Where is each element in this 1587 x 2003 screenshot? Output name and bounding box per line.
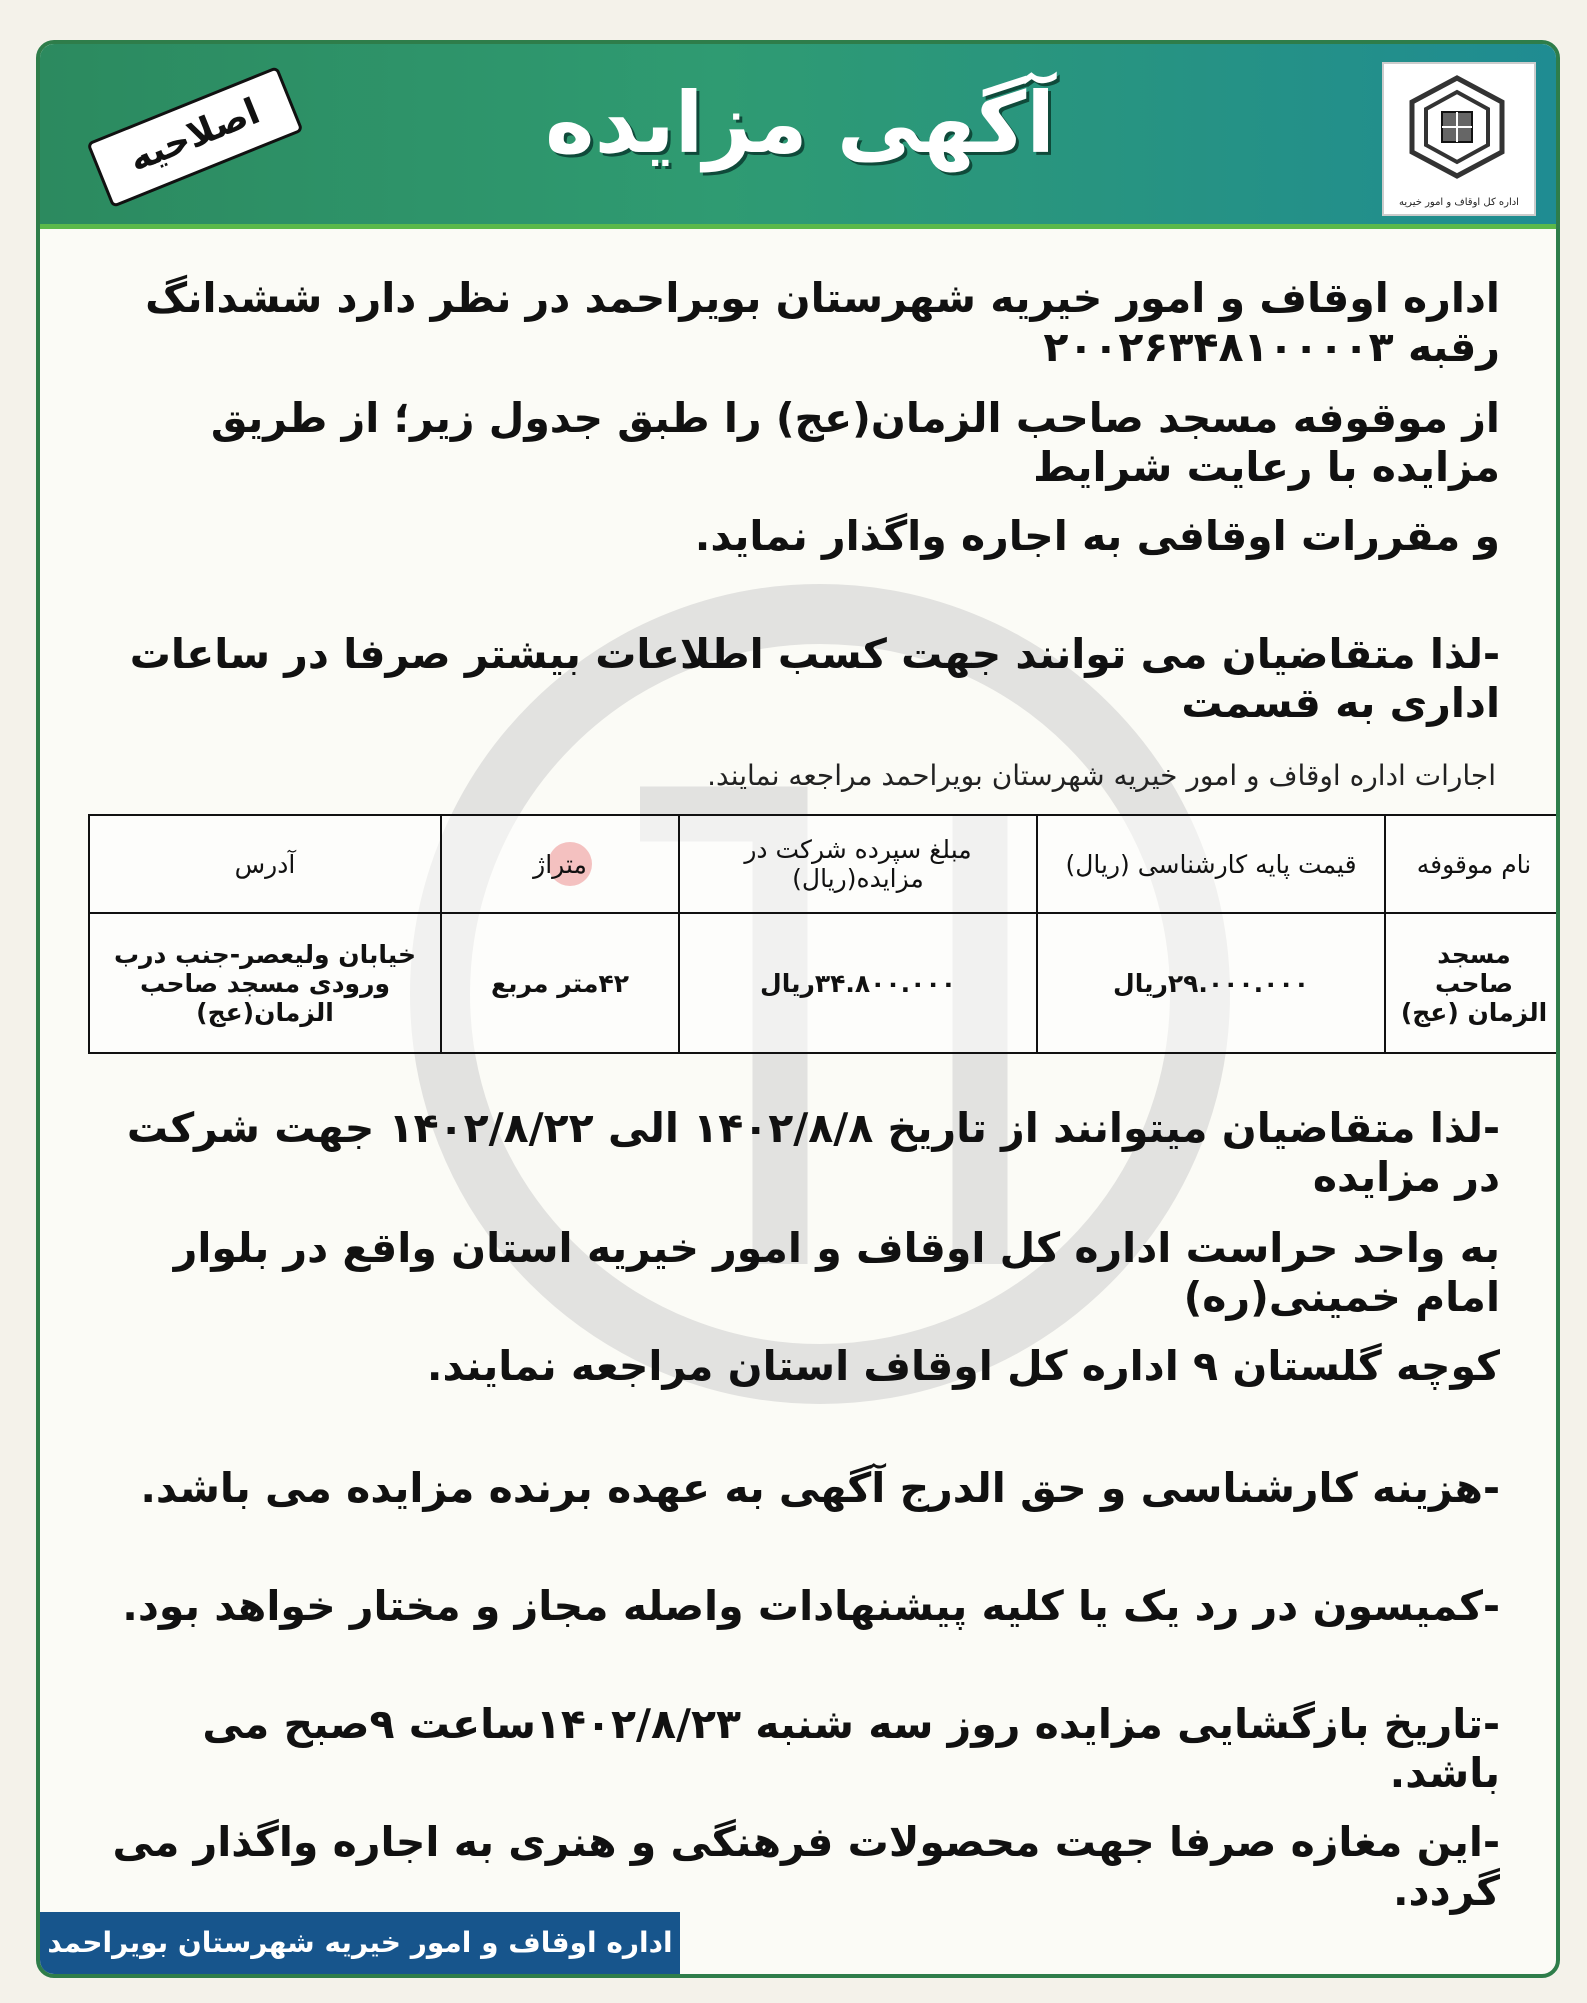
cell-endowment-name: مسجد صاحب الزمان (عج) [1385, 913, 1560, 1053]
paragraph-7: کوچه گلستان ۹ اداره کل اوقاف استان مراجعه نمایند. [426, 1342, 1500, 1390]
inquiry-line: اجارات اداره اوقاف و امور خیریه شهرستان بویراحمد مراجعه نمایند. [707, 759, 1496, 792]
table-row [89, 913, 1560, 1053]
table-header-row [89, 815, 1560, 913]
paragraph-6: به واحد حراست اداره کل اوقاف و امور خیریه استان واقع در بلوار امام خمینی(ره) [173, 1224, 1500, 1322]
col-address: آدرس [89, 815, 441, 913]
paragraph-8: -هزینه کارشناسی و حق الدرج آگهی به عهده برنده مزایده می باشد. [140, 1464, 1500, 1512]
correction-stamp: اصلاحیه [86, 66, 303, 208]
auction-table [88, 814, 1560, 1054]
logo-caption: اداره کل اوقاف و امور خیریه [1399, 197, 1519, 208]
footer-signature: اداره اوقاف و امور خیریه شهرستان بویراحمد [40, 1912, 680, 1974]
paragraph-10: -تاریخ بازگشایی مزایده روز سه شنبه ۱۴۰۲/۸/۲۳ساعت ۹صبح می باشد. [202, 1700, 1500, 1798]
cell-address: خیابان ولیعصر-جنب درب ورودی مسجد صاحب الزمان(عج) [89, 913, 441, 1053]
logo-emblem-icon [1402, 72, 1512, 182]
col-area: متراژ [441, 815, 679, 913]
cell-area: ۴۲متر مربع [441, 913, 679, 1053]
col-deposit: مبلغ سپرده شرکت در مزایده(ریال) [679, 815, 1037, 913]
col-endowment-name: نام موقوفه [1385, 815, 1560, 913]
awqaf-logo [1382, 62, 1536, 216]
paragraph-5: -لذا متقاضیان میتوانند از تاریخ ۱۴۰۲/۸/۸ الی ۱۴۰۲/۸/۲۲ جهت شرکت در مزایده [126, 1104, 1500, 1202]
header-banner [40, 44, 1556, 229]
paragraph-3: و مقررات اوقافی به اجاره واگذار نماید. [694, 512, 1500, 560]
paragraph-4: -لذا متقاضیان می توانند جهت کسب اطلاعات بیشتر صرفا در ساعات اداری به قسمت [129, 630, 1500, 728]
cell-base-price: ۲۹.۰۰۰.۰۰۰ریال [1037, 913, 1385, 1053]
ad-sheet [36, 40, 1560, 1978]
paragraph-9: -کمیسون در رد یک یا کلیه پیشنهادات واصله مجاز و مختار خواهد بود. [122, 1582, 1500, 1630]
col-base-price: قیمت پایه کارشناسی (ریال) [1037, 815, 1385, 913]
paragraph-11: -این مغازه صرفا جهت محصولات فرهنگی و هنری به اجاره واگذار می گردد. [112, 1818, 1500, 1916]
paragraph-2: از موقوفه مسجد صاحب الزمان(عج) را طبق جدول زیر؛ از طریق مزایده با رعایت شرایط [210, 394, 1500, 492]
cell-deposit: ۳۴.۸۰۰.۰۰۰ریال [679, 913, 1037, 1053]
page-title: آگهی مزایده [544, 74, 1056, 172]
paragraph-1: اداره اوقاف و امور خیریه شهرستان بویراحمد در نظر دارد ششدانگ رقبه ۲۰۰۲۶۳۴۸۱۰۰۰۰۳ [145, 274, 1500, 372]
